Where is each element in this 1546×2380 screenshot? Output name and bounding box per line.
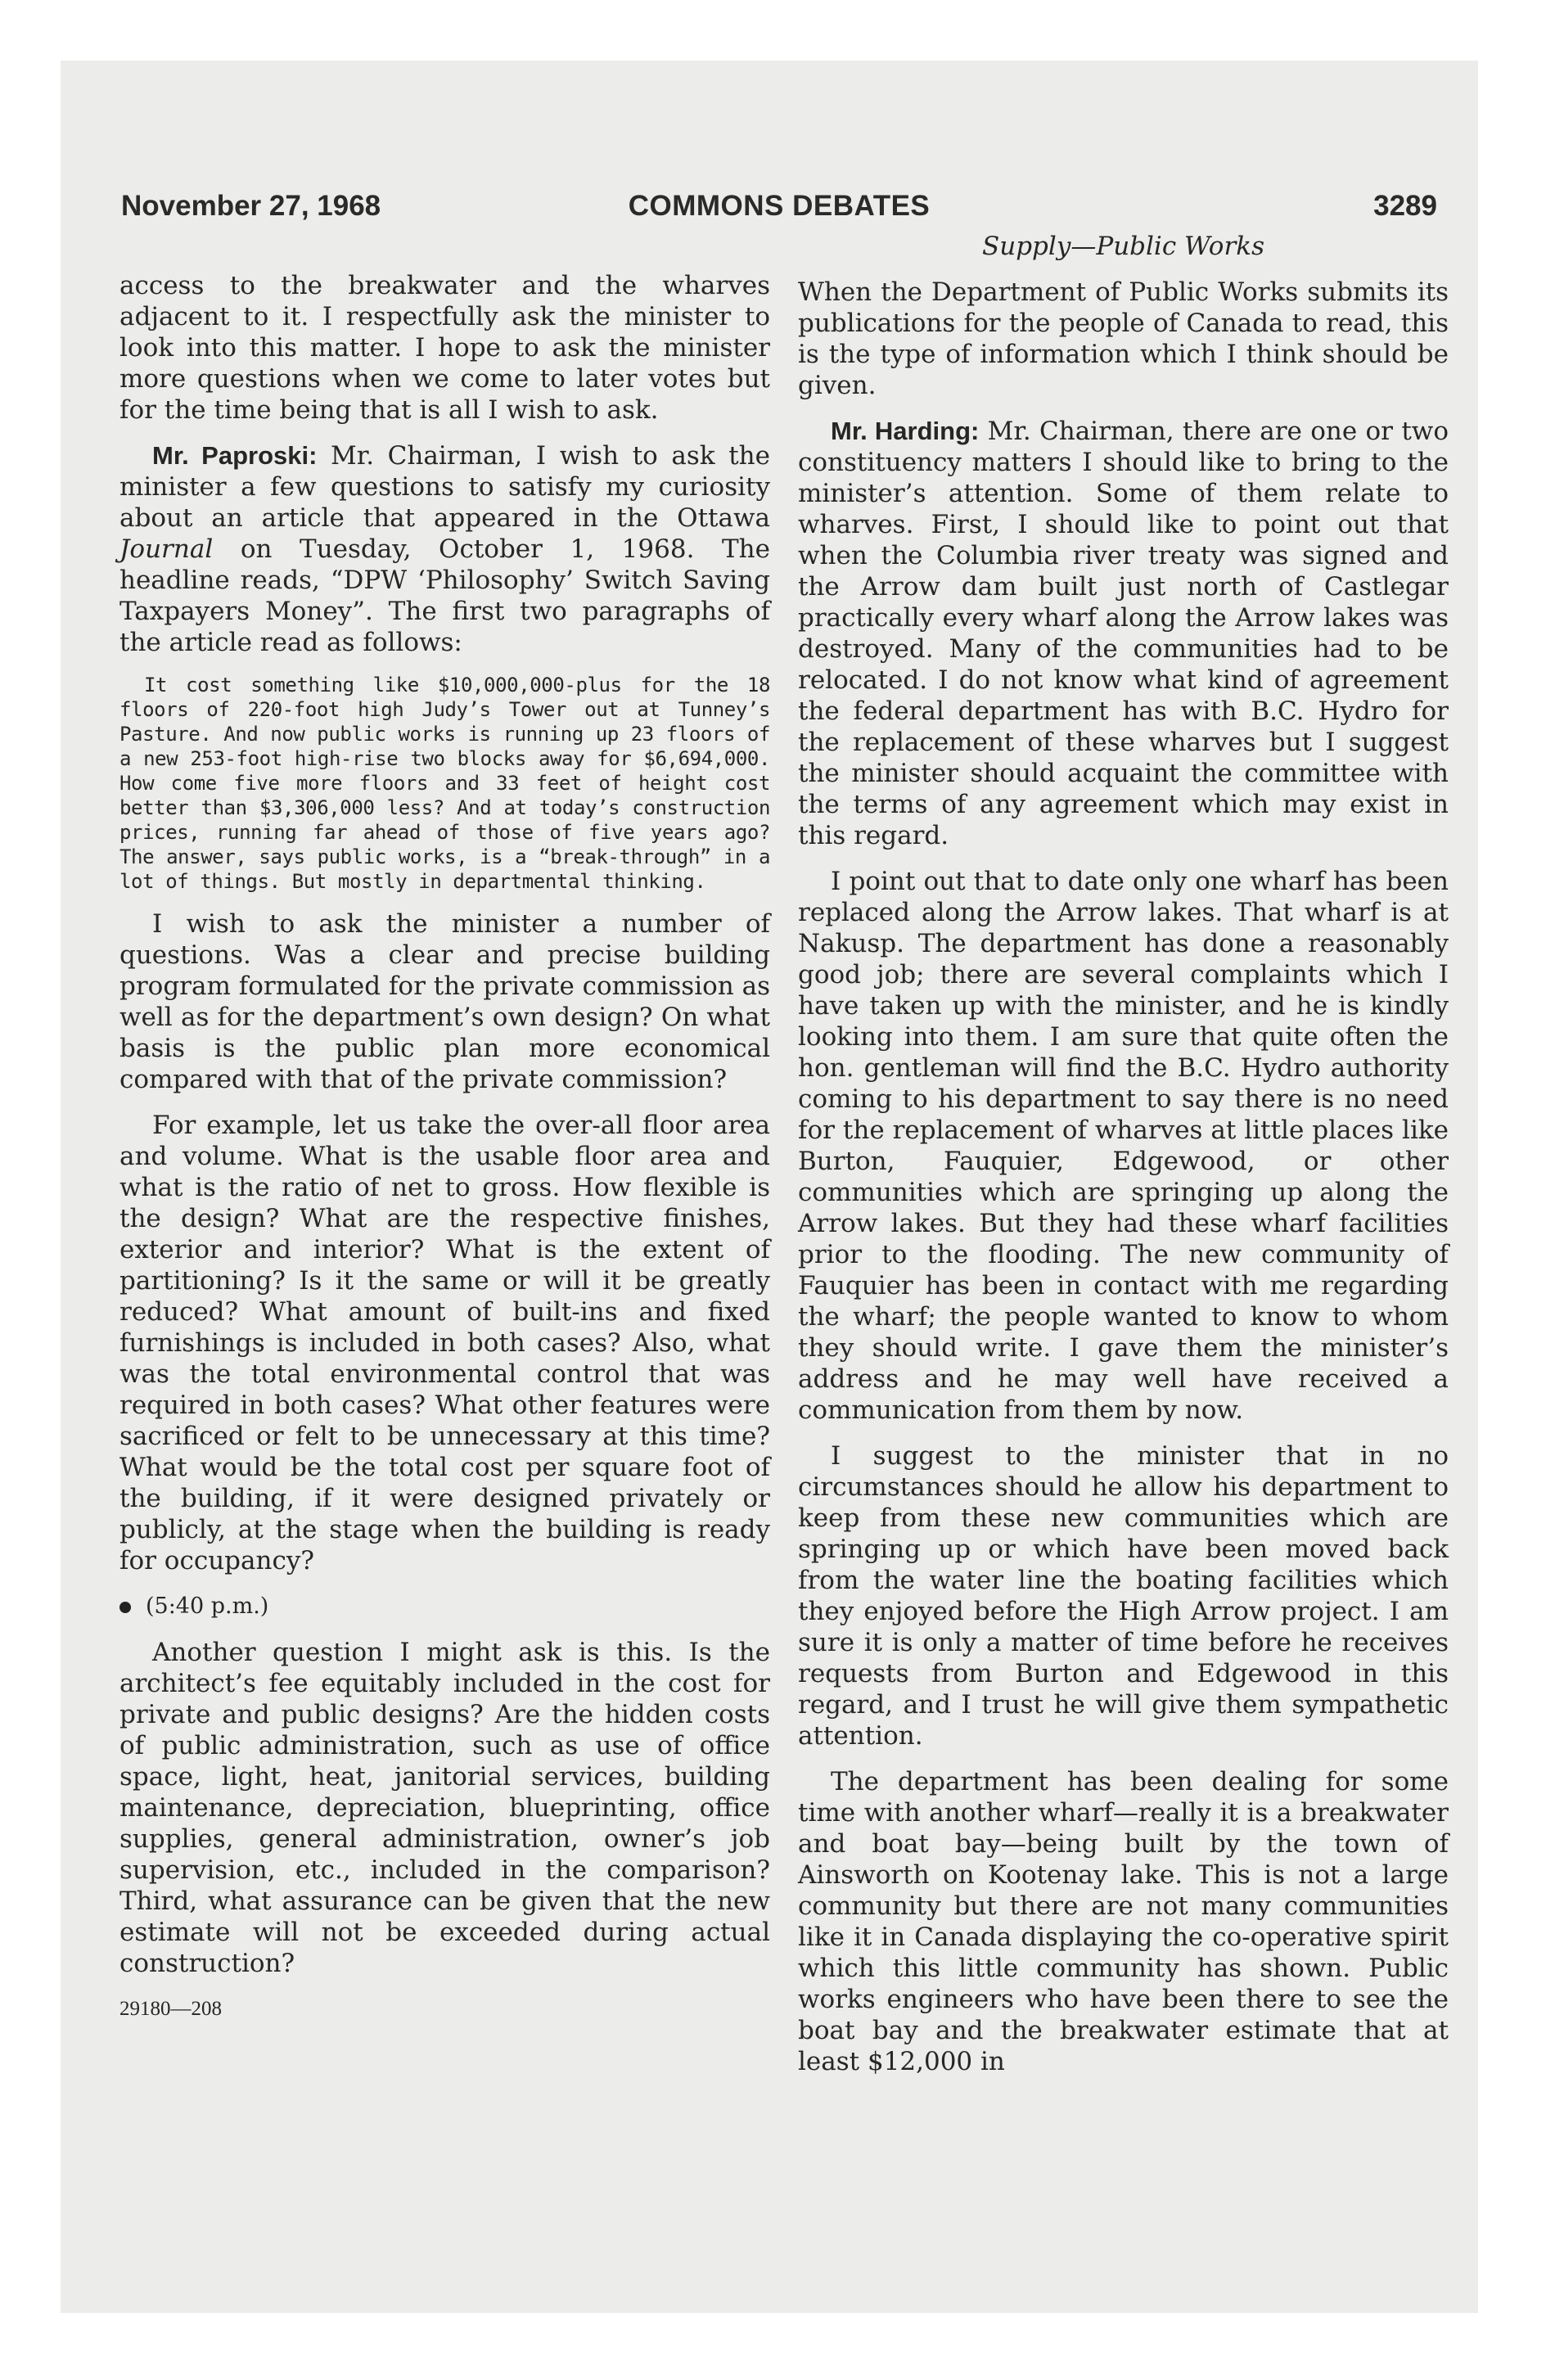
quoted-article: It cost something like $10,000,000-plus for the 18 floors of 220-foot high Judy’s Tower out at Tunney’s Pasture. And now public works is running up 23 floors of a new 253-foot high-rise two blocks away for $6,694,000. How come five more floors and 33 feet of height cost better than $3,306,000 less? And at today’s construction prices, running far ahead of those of five years ago? The answer, says public works, is a “break-through” in a lot of things. But mostly in departmental thinking. [119,674,770,893]
paragraph: When the Department of Public Works submits its publications for the people of Canada to read, this is the type of information which I think should be given. [798,277,1449,400]
print-code: 29180—208 [119,1998,222,2020]
paragraph: I wish to ask the minister a number of questions. Was a clear and precise building program formulated for the private commission as well as for the department’s own design? On what basis is the public plan more economical compared with that of the private commission? [119,909,770,1094]
left-column [119,270,770,2040]
paragraph: I suggest to the minister that in no circumstances should he allow his department to keep from these new communities which are springing up or which have been moved back from the water line the boating facilities which they enjoyed before the High Arrow project. I am sure it is only a matter of time before he receives requests from Burton and Edgewood in this regard, and I trust he will give them sympathetic attention. [798,1441,1449,1751]
page-header [121,190,1437,228]
speaker-name: Mr. Harding: [831,417,980,445]
time-text: (5:40 p.m.) [146,1593,269,1619]
paragraph-text: Mr. Chairman, I wish to ask the minister a few questions to satisfy my curiosity about an article that appeared in the Ottawa [119,441,770,533]
paragraph-harding [798,416,1449,851]
paragraph: access to the breakwater and the wharves adjacent to it. I respectfully ask the minister to look into this matter. I hope to ask the minister more questions when we come to later votes but for the time being that is all I wish to ask. [119,271,770,425]
paragraph-paproski [119,440,770,658]
page-number: 3289 [1373,190,1437,222]
speaker-name: Mr. Paproski: [152,441,318,470]
paragraph: I point out that to date only one wharf has been replaced along the Arrow lakes. That wharf is at Nakusp. The department has done a reasonably good job; there are several complaints which I have taken up with the minister, and he is kindly looking into them. I am sure that quite often the hon. gentleman will find the B.C. Hydro authority coming to his department to say there is no need for the replacement of wharves at little places like Burton, Fauquier, Edgewood, or other communities which are springing up along the Arrow lakes. But they had these wharf facilities prior to the flooding. The new community of Fauquier has been in contact with me regarding the wharf; the people wanted to know to whom they should write. I gave them the minister’s address and he may well have received a communication from them by now. [798,867,1449,1425]
time-marker [119,1591,770,1622]
bullet-icon [119,1602,131,1613]
right-column [798,231,1449,2092]
paragraph-text: Mr. Chairman, there are one or two constituency matters I should like to bring to the minister’s attention. Some of them relate to wharves. First, I should like to point out that when the Columbia river treaty was signed and the Arrow dam built just north of Castlegar practically every wharf along the Arrow lakes was destroyed. Many of the communities had to be relocated. I do not know what kind of agreement the federal department has with B.C. Hydro for the replacement of these wharves but I suggest the minister should acquaint the committee with the terms of any agreement which may exist in this regard. [798,417,1449,850]
newspaper-name: Journal [119,534,214,564]
paragraph: For example, let us take the over-all floor area and volume. What is the usable floor area and what is the ratio of net to gross. How flexible is the design? What are the respective finishes, exterior and interior? What is the extent of partitioning? Is it the same or will it be greatly reduced? What amount of built-ins and fixed furnishings is included in both cases? Also, what was the total environmental control that was required in both cases? What other features were sacrificed or felt to be unnecessary at this time? What would be the total cost per square foot of the building, if it were designed privately or publicly, at the stage when the building is ready for occupancy? [119,1111,770,1575]
paragraph-text: on Tuesday, October 1, 1968. The headline reads, “DPW ‘Philosophy’ Switch Saving Taxpayers Money”. The first two paragraphs of the article read as follows: [119,534,770,657]
header-date: November 27, 1968 [121,190,381,222]
header-title: COMMONS DEBATES [628,190,931,222]
paragraph: The department has been dealing for some time with another wharf—really it is a breakwater and boat bay—being built by the town of Ainsworth on Kootenay lake. This is not a large community but there are not many communities like it in Canada displaying the co-operative spirit which this little community has shown. Public works engineers who have been there to see the boat bay and the breakwater estimate that at least $12,000 in [798,1767,1449,2076]
paragraph: Another question I might ask is this. Is the architect’s fee equitably included in the cost for private and public designs? Are the hidden costs of public administration, such as use of office space, light, heat, janitorial services, building maintenance, depreciation, blueprinting, office supplies, general administration, owner’s job supervision, etc., included in the comparison? Third, what assurance can be given that the new estimate will not be exceeded during actual construction? [119,1638,770,1978]
running-subheading: Supply—Public Works [982,232,1264,261]
